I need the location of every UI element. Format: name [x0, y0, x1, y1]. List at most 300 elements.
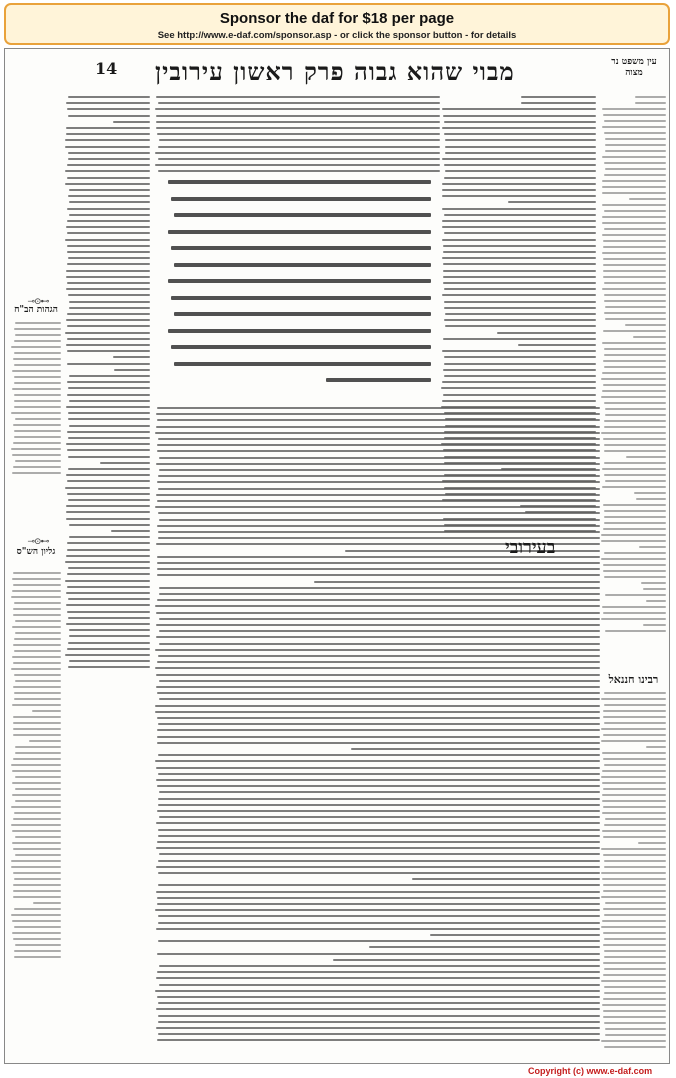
text-line [157, 785, 600, 787]
text-line [157, 897, 600, 899]
text-line [67, 431, 150, 433]
text-line [605, 630, 666, 632]
text-line [156, 686, 600, 688]
text-line [159, 630, 600, 632]
text-line [604, 986, 666, 988]
text-line [69, 189, 150, 191]
text-line [604, 956, 666, 958]
text-line [442, 226, 596, 228]
text-line [157, 450, 600, 452]
text-line [442, 189, 596, 191]
text-line [603, 1016, 666, 1018]
text-line [14, 382, 61, 384]
text-line [158, 804, 600, 806]
text-line [157, 444, 600, 446]
text-line [603, 716, 666, 718]
text-line [158, 1021, 600, 1023]
text-line [604, 420, 666, 422]
gemara-line [326, 378, 431, 382]
text-line [67, 164, 150, 166]
text-line [508, 201, 596, 203]
text-line [158, 915, 600, 917]
text-line [521, 96, 596, 98]
text-line [442, 294, 596, 296]
text-line [69, 524, 150, 526]
text-line [602, 288, 666, 290]
text-line [443, 338, 596, 340]
ornament-divider: ⊸⊙⊷ [27, 297, 49, 307]
text-line [603, 710, 666, 712]
text-line [604, 722, 666, 724]
text-line [443, 251, 596, 253]
text-line [445, 313, 596, 315]
text-line [159, 984, 600, 986]
text-line [602, 752, 666, 754]
text-line [68, 152, 150, 154]
text-line [66, 443, 150, 445]
text-line [412, 878, 600, 880]
text-line [14, 400, 61, 402]
text-line [158, 1015, 600, 1017]
text-line [441, 387, 596, 389]
text-line [442, 239, 596, 241]
text-line [15, 632, 61, 634]
text-line [601, 776, 666, 778]
text-line [602, 1004, 666, 1006]
text-line [67, 245, 150, 247]
text-line [158, 1033, 600, 1035]
text-line [605, 414, 666, 416]
text-line [111, 530, 151, 532]
text-line [156, 426, 601, 428]
text-line [443, 245, 596, 247]
text-line [442, 195, 596, 197]
text-line [156, 612, 600, 614]
text-line [634, 492, 666, 494]
text-line [66, 518, 150, 520]
text-line [66, 623, 150, 625]
gemara-line [174, 362, 431, 366]
text-line [14, 352, 61, 354]
gemara-line [168, 230, 431, 234]
text-line [67, 282, 150, 284]
text-line [157, 996, 600, 998]
text-line [67, 232, 150, 234]
text-line [158, 146, 440, 148]
text-line [15, 322, 62, 324]
text-line [604, 354, 666, 356]
text-line [68, 666, 150, 668]
text-line [32, 710, 61, 712]
text-line [156, 115, 440, 117]
text-line [11, 806, 61, 808]
text-line [65, 146, 150, 148]
text-line [156, 96, 440, 98]
page-title: מבוי שהוא גבוה פרק ראשון עירובין [155, 57, 515, 86]
text-line [635, 96, 666, 98]
text-line [66, 127, 150, 129]
ornament-divider: ⊸⊙⊷ [27, 537, 49, 547]
text-line [604, 552, 666, 554]
gemara-line [171, 345, 431, 349]
rabbeinu-chananel-column [601, 689, 666, 1049]
text-line [14, 878, 61, 880]
text-line [67, 449, 150, 451]
text-line [12, 578, 61, 580]
text-line [155, 506, 600, 508]
text-line [602, 180, 666, 182]
text-line [602, 920, 666, 922]
text-line [158, 754, 600, 756]
text-line [604, 366, 666, 368]
text-line [497, 332, 596, 334]
text-line [13, 848, 61, 850]
text-line [69, 425, 150, 427]
text-line [68, 617, 150, 619]
text-line [159, 680, 600, 682]
text-line [15, 800, 61, 802]
text-line [113, 121, 150, 123]
text-line [605, 144, 667, 146]
text-line [158, 922, 600, 924]
dibbur-hamatchil: בעירובי [505, 537, 556, 558]
text-line [442, 108, 596, 110]
text-line [156, 822, 600, 824]
text-line [69, 301, 150, 303]
text-line [604, 282, 666, 284]
text-line [11, 448, 61, 450]
text-line [604, 704, 666, 706]
gemara-line [168, 180, 431, 184]
text-line [11, 914, 61, 916]
text-line [67, 549, 150, 551]
text-line [601, 980, 666, 982]
text-line [67, 251, 150, 253]
text-line [68, 567, 150, 569]
text-line [67, 177, 150, 179]
copyright-notice[interactable]: Copyright (c) www.e-daf.com [528, 1066, 653, 1076]
text-line [602, 812, 666, 814]
text-line [604, 450, 666, 452]
text-line [66, 604, 150, 606]
text-line [603, 836, 666, 838]
text-line [156, 891, 600, 893]
text-line [66, 474, 150, 476]
text-line [444, 363, 596, 365]
ein-mishpat-header: עין משפט נר מצוה [611, 57, 657, 78]
text-line [604, 510, 666, 512]
text-line [158, 835, 600, 837]
text-line [13, 728, 61, 730]
text-line [13, 644, 61, 646]
text-line [68, 257, 150, 259]
text-line [604, 402, 666, 404]
text-line [14, 430, 61, 432]
text-line [155, 711, 600, 713]
text-line [11, 596, 61, 598]
text-line [602, 108, 666, 110]
text-line [602, 222, 666, 224]
text-line [605, 306, 666, 308]
text-line [155, 649, 600, 651]
text-line [444, 133, 596, 135]
text-line [68, 437, 150, 439]
text-line [14, 926, 61, 928]
text-line [13, 686, 61, 688]
text-line [604, 1046, 666, 1048]
text-line [15, 460, 61, 462]
text-line [156, 674, 600, 676]
text-line [67, 220, 150, 222]
text-line [14, 638, 61, 640]
text-line [604, 692, 666, 694]
text-line [15, 746, 61, 748]
text-line [156, 127, 440, 129]
text-line [601, 378, 666, 380]
text-line [159, 457, 600, 459]
text-line [643, 624, 666, 626]
text-line [603, 998, 666, 1000]
text-line [157, 562, 600, 564]
gemara-line [168, 279, 431, 283]
text-line [602, 204, 666, 206]
text-line [65, 183, 150, 185]
text-line [68, 294, 150, 296]
text-line [605, 408, 666, 410]
text-line [443, 369, 596, 371]
text-line [13, 572, 61, 574]
text-line [69, 201, 150, 203]
text-line [157, 661, 600, 663]
text-line [443, 263, 596, 265]
text-line [604, 866, 666, 868]
text-line [601, 926, 666, 928]
text-line [11, 866, 61, 868]
text-line [156, 463, 600, 465]
text-line [69, 400, 150, 402]
text-line [158, 655, 600, 657]
text-line [156, 494, 600, 496]
text-line [604, 860, 666, 862]
text-line [156, 866, 600, 868]
text-line [604, 228, 666, 230]
text-line [11, 668, 61, 670]
text-line [11, 824, 61, 826]
text-line [442, 220, 596, 222]
text-line [603, 974, 666, 976]
text-line [157, 481, 600, 483]
text-line [65, 487, 150, 489]
text-line [13, 890, 61, 892]
text-line [65, 654, 150, 656]
text-line [602, 878, 666, 880]
gemara-line [171, 197, 431, 201]
text-line [159, 816, 601, 818]
text-line [68, 195, 150, 197]
text-line [68, 387, 150, 389]
text-line [601, 698, 666, 700]
text-line [11, 860, 61, 862]
text-line [159, 698, 600, 700]
text-line [13, 818, 61, 820]
text-line [603, 570, 666, 572]
text-line [66, 276, 150, 278]
text-line [67, 108, 150, 110]
text-line [68, 418, 150, 420]
text-line [157, 971, 600, 973]
text-line [67, 611, 150, 613]
text-line [66, 511, 150, 513]
text-line [601, 558, 666, 560]
text-line [13, 758, 61, 760]
gemara-line [171, 246, 431, 250]
text-line [605, 150, 666, 152]
text-line [603, 854, 666, 856]
text-line [604, 444, 666, 446]
text-line [602, 186, 666, 188]
text-line [601, 896, 666, 898]
text-line [11, 346, 61, 348]
text-line [156, 121, 440, 123]
rabbeinu-chananel-header: רבינו חננאל [608, 673, 659, 686]
text-line [11, 764, 61, 766]
text-line [114, 369, 150, 371]
text-line [158, 438, 600, 440]
text-line [12, 794, 61, 796]
text-line [605, 138, 666, 140]
gemara-line [168, 329, 431, 333]
text-line [602, 830, 666, 832]
text-line [602, 192, 666, 194]
text-line [444, 288, 596, 290]
text-line [603, 360, 666, 362]
text-line [604, 426, 666, 428]
text-line [156, 767, 600, 769]
text-line [603, 528, 666, 530]
text-line [66, 406, 150, 408]
text-line [604, 522, 666, 524]
text-line [443, 270, 596, 272]
text-line [33, 902, 61, 904]
text-line [155, 760, 600, 762]
text-line [69, 660, 150, 662]
text-line [12, 704, 61, 706]
text-line [29, 740, 61, 742]
text-line [157, 500, 600, 502]
text-line [604, 914, 666, 916]
text-line [100, 462, 150, 464]
text-line [13, 938, 61, 940]
page-number: 14 [95, 59, 118, 78]
text-line [156, 928, 600, 930]
text-line [14, 328, 61, 330]
text-line [442, 208, 596, 210]
text-line [604, 576, 666, 578]
gilyon-header: גליון הש"ס [16, 547, 56, 557]
text-line [603, 276, 666, 278]
text-line [641, 582, 666, 584]
text-line [157, 419, 600, 421]
text-line [68, 499, 150, 501]
text-line [68, 158, 151, 160]
text-line [13, 608, 61, 610]
gemara-text-block [168, 174, 431, 398]
text-line [14, 436, 61, 438]
text-line [15, 418, 61, 420]
text-line [66, 288, 150, 290]
text-line [67, 338, 150, 340]
text-line [629, 198, 666, 200]
text-line [602, 156, 666, 158]
text-line [639, 546, 666, 548]
text-line [156, 847, 600, 849]
text-line [159, 791, 600, 793]
text-line [156, 977, 600, 979]
text-line [13, 872, 61, 874]
text-line [69, 635, 150, 637]
text-line [65, 139, 150, 141]
commentary-top-band [155, 93, 440, 173]
text-line [14, 908, 61, 910]
text-line [14, 394, 61, 396]
text-line [601, 872, 666, 874]
text-line [155, 152, 440, 154]
text-line [68, 468, 150, 470]
text-line [67, 586, 150, 588]
text-line [602, 342, 666, 344]
text-line [159, 519, 600, 521]
text-line [67, 313, 150, 315]
text-line [518, 344, 596, 346]
text-line [159, 139, 440, 141]
text-line [15, 680, 61, 682]
sponsor-banner[interactable] [4, 3, 670, 45]
text-line [66, 505, 150, 507]
text-line [444, 214, 596, 216]
text-line [13, 466, 61, 468]
text-line [601, 1040, 666, 1042]
text-line [602, 606, 666, 608]
text-line [604, 462, 666, 464]
text-line [12, 626, 61, 628]
text-line [601, 618, 666, 620]
text-line [14, 950, 61, 952]
text-line [601, 540, 666, 542]
text-line [12, 370, 61, 372]
text-line [603, 734, 666, 736]
text-line [14, 406, 61, 408]
gemara-line [174, 213, 431, 217]
text-line [605, 818, 666, 820]
text-line [158, 860, 600, 862]
text-line [156, 1027, 600, 1029]
text-line [603, 908, 666, 910]
text-line [15, 854, 61, 856]
text-line [12, 388, 61, 390]
margin-notes-left [11, 319, 61, 479]
text-line [157, 953, 600, 955]
text-line [158, 829, 600, 831]
text-line [603, 114, 666, 116]
text-line [12, 842, 61, 844]
text-line [159, 853, 600, 855]
text-line [12, 590, 62, 592]
text-line [13, 662, 61, 664]
text-line [445, 152, 596, 154]
text-line [603, 806, 666, 808]
text-line [603, 330, 666, 332]
text-line [444, 164, 596, 166]
